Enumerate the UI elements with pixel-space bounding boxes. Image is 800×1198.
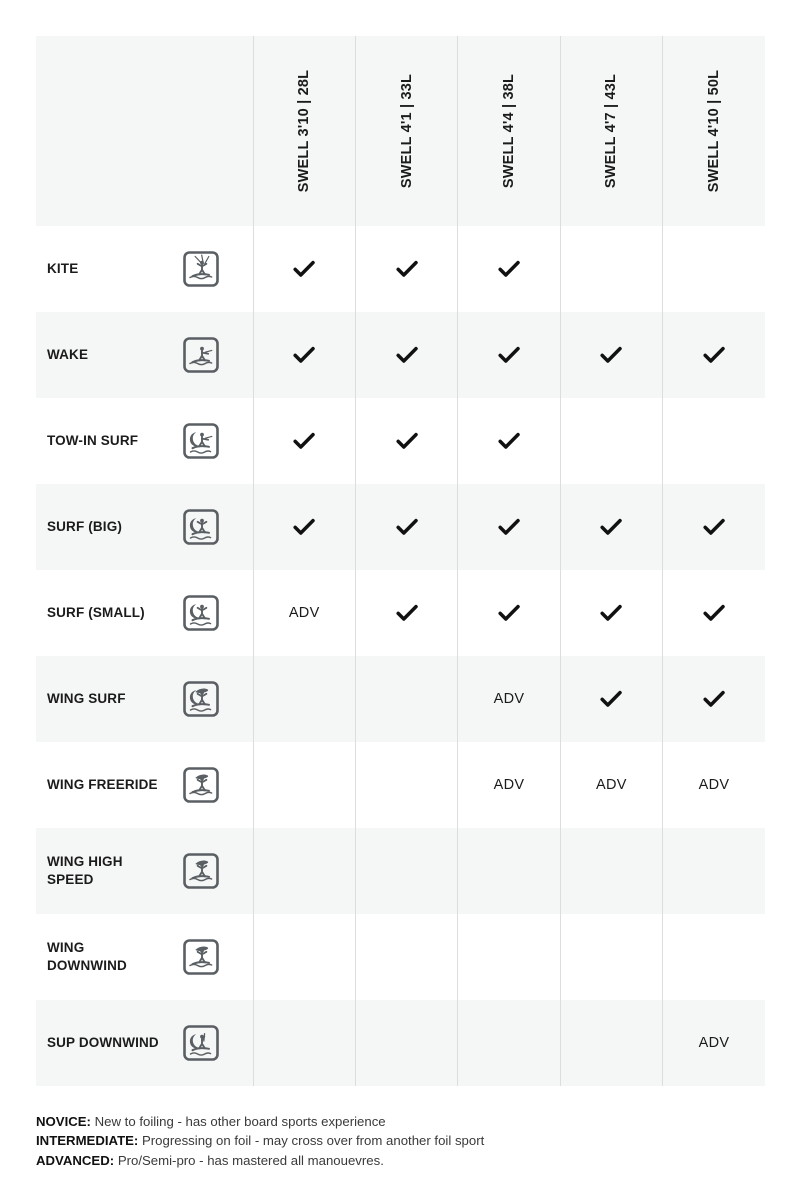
compat-cell xyxy=(560,1000,662,1086)
check-icon xyxy=(701,514,727,540)
compat-cell xyxy=(253,828,355,914)
table-row xyxy=(36,1000,765,1086)
compat-cell xyxy=(355,656,457,742)
check-icon xyxy=(291,514,317,540)
check-icon xyxy=(598,514,624,540)
check-icon xyxy=(291,256,317,282)
compat-cell xyxy=(458,1000,560,1086)
header-row xyxy=(36,36,765,226)
compat-cell xyxy=(253,312,355,398)
table-row xyxy=(36,570,765,656)
row-label: WING FREERIDE xyxy=(47,777,158,793)
compat-cell xyxy=(458,914,560,1000)
table-row xyxy=(36,484,765,570)
level-label: ADV xyxy=(698,1035,730,1051)
column-header-5 xyxy=(663,36,765,226)
table-row xyxy=(36,656,765,742)
surf-small-icon xyxy=(179,591,223,635)
compat-cell xyxy=(458,484,560,570)
compat-cell xyxy=(355,742,457,828)
row-label-cell xyxy=(36,398,253,484)
legend-term: NOVICE: xyxy=(36,1114,91,1129)
wakefoil-icon xyxy=(179,333,223,377)
compat-cell xyxy=(663,398,765,484)
check-icon xyxy=(701,686,727,712)
level-label: ADV xyxy=(288,605,320,621)
column-header-label: SWELL 3'10 | 28L xyxy=(296,69,313,193)
level-label: ADV xyxy=(698,777,730,793)
check-icon xyxy=(598,600,624,626)
compat-cell xyxy=(458,312,560,398)
compat-cell xyxy=(560,226,662,312)
compat-cell xyxy=(253,656,355,742)
legend-line xyxy=(36,1112,776,1131)
check-icon xyxy=(598,342,624,368)
compat-cell xyxy=(560,742,662,828)
row-label: WING HIGH SPEED xyxy=(47,854,123,887)
compat-cell xyxy=(560,828,662,914)
legend xyxy=(36,1112,776,1170)
kitesurf-icon xyxy=(179,247,223,291)
compat-cell xyxy=(560,484,662,570)
compatibility-table-wrapper xyxy=(36,36,765,1086)
row-label-cell xyxy=(36,570,253,656)
wing-downwind-icon xyxy=(179,935,223,979)
compat-cell xyxy=(663,1000,765,1086)
row-label-cell xyxy=(36,742,253,828)
compat-cell xyxy=(458,398,560,484)
table-row xyxy=(36,914,765,1000)
compat-cell xyxy=(253,484,355,570)
table-row xyxy=(36,312,765,398)
compat-cell xyxy=(253,226,355,312)
legend-text: Progressing on foil - may cross over from another foil sport xyxy=(138,1133,485,1149)
wing-surf-icon xyxy=(179,677,223,721)
legend-line xyxy=(36,1131,776,1150)
compat-cell xyxy=(663,742,765,828)
compat-cell xyxy=(458,656,560,742)
compat-cell xyxy=(560,914,662,1000)
compat-cell xyxy=(253,914,355,1000)
table-header xyxy=(36,36,765,226)
compat-cell xyxy=(458,742,560,828)
legend-text: Pro/Semi-pro - has mastered all manouevres. xyxy=(114,1152,384,1168)
table-row xyxy=(36,742,765,828)
board-compatibility-table xyxy=(36,36,765,1086)
column-header-label: SWELL 4'4 | 38L xyxy=(500,73,517,189)
row-label: WING SURF xyxy=(47,691,126,707)
level-label: ADV xyxy=(493,691,525,707)
table-row xyxy=(36,828,765,914)
row-label-cell xyxy=(36,914,253,1000)
row-label: TOW-IN SURF xyxy=(47,433,139,449)
compat-cell xyxy=(663,570,765,656)
surf-big-icon xyxy=(179,505,223,549)
compat-cell xyxy=(355,1000,457,1086)
check-icon xyxy=(394,256,420,282)
row-label-cell xyxy=(36,656,253,742)
compat-cell xyxy=(253,570,355,656)
row-label-cell xyxy=(36,226,253,312)
legend-text: New to foiling - has other board sports experience xyxy=(90,1114,386,1129)
table-body xyxy=(36,226,765,1086)
level-label: ADV xyxy=(596,777,627,793)
compat-cell xyxy=(663,656,765,742)
row-label: WING DOWNWIND xyxy=(47,940,127,973)
legend-line xyxy=(36,1151,776,1170)
row-label: SUP DOWNWIND xyxy=(47,1035,159,1051)
table-row xyxy=(36,226,765,312)
level-label: ADV xyxy=(493,777,525,793)
check-icon xyxy=(394,514,420,540)
check-icon xyxy=(496,514,522,540)
row-label: WAKE xyxy=(47,347,89,363)
row-label-cell xyxy=(36,1000,253,1086)
check-icon xyxy=(496,428,522,454)
row-label-cell xyxy=(36,828,253,914)
check-icon xyxy=(701,342,727,368)
check-icon xyxy=(598,686,624,712)
compat-cell xyxy=(458,226,560,312)
compat-cell xyxy=(355,570,457,656)
row-label: KITE xyxy=(47,261,79,277)
row-label-cell xyxy=(36,484,253,570)
column-header-label: SWELL 4'1 | 33L xyxy=(398,73,415,189)
row-label-cell xyxy=(36,312,253,398)
compat-cell xyxy=(253,398,355,484)
column-header-label: SWELL 4'7 | 43L xyxy=(603,73,620,189)
tow-in-surf-icon xyxy=(179,419,223,463)
compat-cell xyxy=(355,828,457,914)
check-icon xyxy=(701,600,727,626)
sup-downwind-icon xyxy=(179,1021,223,1065)
check-icon xyxy=(291,428,317,454)
check-icon xyxy=(496,256,522,282)
row-label: SURF (BIG) xyxy=(47,519,122,535)
compat-cell xyxy=(355,484,457,570)
column-header-label: SWELL 4'10 | 50L xyxy=(706,69,723,193)
compat-cell xyxy=(560,570,662,656)
wing-high-speed-icon xyxy=(179,849,223,893)
compat-cell xyxy=(458,828,560,914)
table-row xyxy=(36,398,765,484)
check-icon xyxy=(394,428,420,454)
compat-cell xyxy=(663,828,765,914)
compat-cell xyxy=(355,312,457,398)
check-icon xyxy=(394,600,420,626)
check-icon xyxy=(496,600,522,626)
compat-cell xyxy=(663,312,765,398)
compat-cell xyxy=(253,742,355,828)
compat-cell xyxy=(253,1000,355,1086)
compat-cell xyxy=(560,312,662,398)
check-icon xyxy=(496,342,522,368)
compat-cell xyxy=(355,914,457,1000)
compat-cell xyxy=(560,656,662,742)
compat-cell xyxy=(663,484,765,570)
wing-freeride-icon xyxy=(179,763,223,807)
compat-cell xyxy=(355,398,457,484)
check-icon xyxy=(291,342,317,368)
compat-cell xyxy=(560,398,662,484)
compat-cell xyxy=(663,914,765,1000)
legend-term: ADVANCED: xyxy=(36,1152,115,1168)
compat-cell xyxy=(663,226,765,312)
check-icon xyxy=(394,342,420,368)
legend-term: INTERMEDIATE: xyxy=(36,1133,139,1149)
row-label: SURF (SMALL) xyxy=(47,605,145,621)
compat-cell xyxy=(355,226,457,312)
compat-cell xyxy=(458,570,560,656)
